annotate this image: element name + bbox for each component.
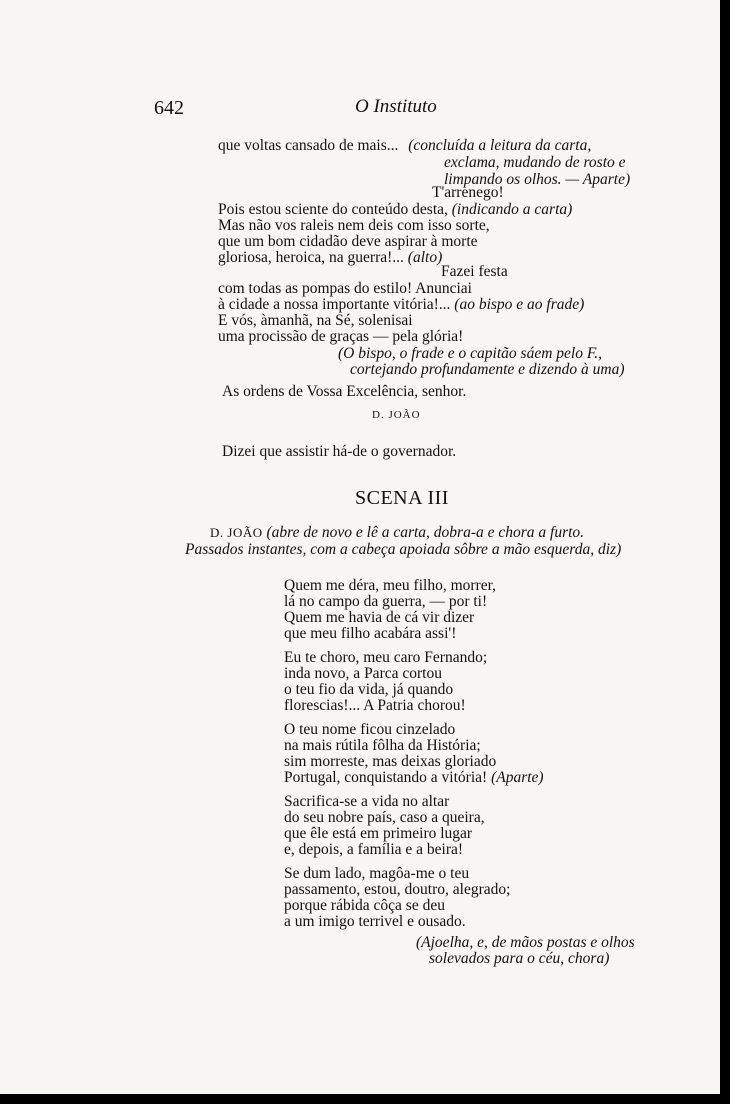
stage-direction: solevados para o céu, chora)	[429, 950, 610, 967]
verse-line: o teu fio da vida, já quando	[284, 681, 454, 698]
verse-line: florescias!... A Patria chorou!	[284, 697, 466, 714]
page-number: 642	[154, 97, 184, 119]
stage-direction: exclama, mudando de rosto e	[444, 154, 626, 171]
stage-direction: (ao bispo e ao frade)	[454, 296, 585, 313]
verse-line: Quem me havia de cá vir dizer	[284, 609, 475, 626]
verse-line: porque rábida côça se deu	[284, 897, 445, 914]
verse-line: Dizei que assistir há-de o governador.	[222, 443, 457, 460]
verse-line: lá no campo da guerra, — por ti!	[284, 593, 488, 610]
stage-direction: (Ajoelha, e, de mãos postas e olhos	[416, 934, 635, 951]
verse-line	[218, 137, 591, 154]
stage-direction: (alto)	[407, 249, 443, 266]
verse-line: Se dum lado, magôa-me o teu	[284, 865, 470, 882]
stage-direction: (indicando a carta)	[451, 201, 573, 218]
verse-text: gloriosa, heroica, na guerra!...	[218, 249, 404, 266]
verse-line: Mas não vos raleis nem deis com isso sorte,	[218, 217, 490, 234]
verse-text: à cidade a nossa importante vitória!...	[218, 296, 451, 313]
verse-line: que um bom cidadão deve aspirar à morte	[218, 233, 478, 250]
verse-line: inda novo, a Parca cortou	[284, 665, 442, 682]
stage-direction: (abre de novo e lê a carta, dobra-a e chora a furto.	[266, 524, 585, 541]
running-title: O Instituto	[355, 96, 437, 117]
scene-intro-line	[210, 524, 584, 541]
verse-line	[218, 249, 442, 266]
verse-text: que voltas cansado de mais...	[218, 137, 399, 154]
stage-direction: Passados instantes, com a cabeça apoiada sôbre a mão esquerda, diz)	[185, 541, 622, 558]
verse-text: Pois estou sciente do conteúdo desta,	[218, 201, 448, 218]
verse-line: do seu nobre país, caso a queira,	[284, 809, 485, 826]
verse-line: uma procissão de graças — pela glória!	[218, 328, 464, 345]
verse-line	[284, 769, 544, 786]
verse-line: Quem me déra, meu filho, morrer,	[284, 577, 496, 594]
speaker-name: D. JOÃO	[210, 525, 263, 540]
verse-text: Portugal, conquistando a vitória!	[284, 769, 488, 786]
verse-line: Fazei festa	[441, 263, 508, 280]
verse-line: E vós, àmanhã, na Sé, solenisai	[218, 312, 413, 329]
verse-line: passamento, estou, doutro, alegrado;	[284, 881, 511, 898]
stage-direction: (concluída a leitura da carta,	[408, 137, 592, 154]
speaker-name: D. JOÃO	[372, 409, 421, 421]
verse-line: a um imigo terrivel e ousado.	[284, 913, 466, 930]
verse-line: na mais rútila fôlha da História;	[284, 737, 481, 754]
verse-line	[218, 201, 572, 218]
verse-line: que meu filho acabára assi'!	[284, 625, 457, 642]
stage-direction: (O bispo, o frade e o capitão sáem pelo F.,	[338, 345, 603, 362]
stage-direction: limpando os olhos. — Aparte)	[444, 171, 631, 188]
verse-line: Sacrifica-se a vida no altar	[284, 793, 450, 810]
verse-line: O teu nome ficou cinzelado	[284, 721, 456, 738]
verse-line	[218, 296, 584, 313]
verse-line: e, depois, a família e a beira!	[284, 841, 464, 858]
verse-line: com todas as pompas do estilo! Anunciai	[218, 280, 472, 297]
stage-direction: cortejando profundamente e dizendo à uma)	[350, 361, 625, 378]
verse-line: Eu te choro, meu caro Fernando;	[284, 649, 488, 666]
verse-line: T'arrenego!	[432, 184, 504, 201]
stage-direction: (Aparte)	[491, 769, 544, 786]
verse-line: que êle está em primeiro lugar	[284, 825, 473, 842]
scene-title: SCENA III	[355, 487, 449, 509]
verse-line: As ordens de Vossa Excelência, senhor.	[222, 383, 467, 400]
verse-line: sim morreste, mas deixas gloriado	[284, 753, 497, 770]
